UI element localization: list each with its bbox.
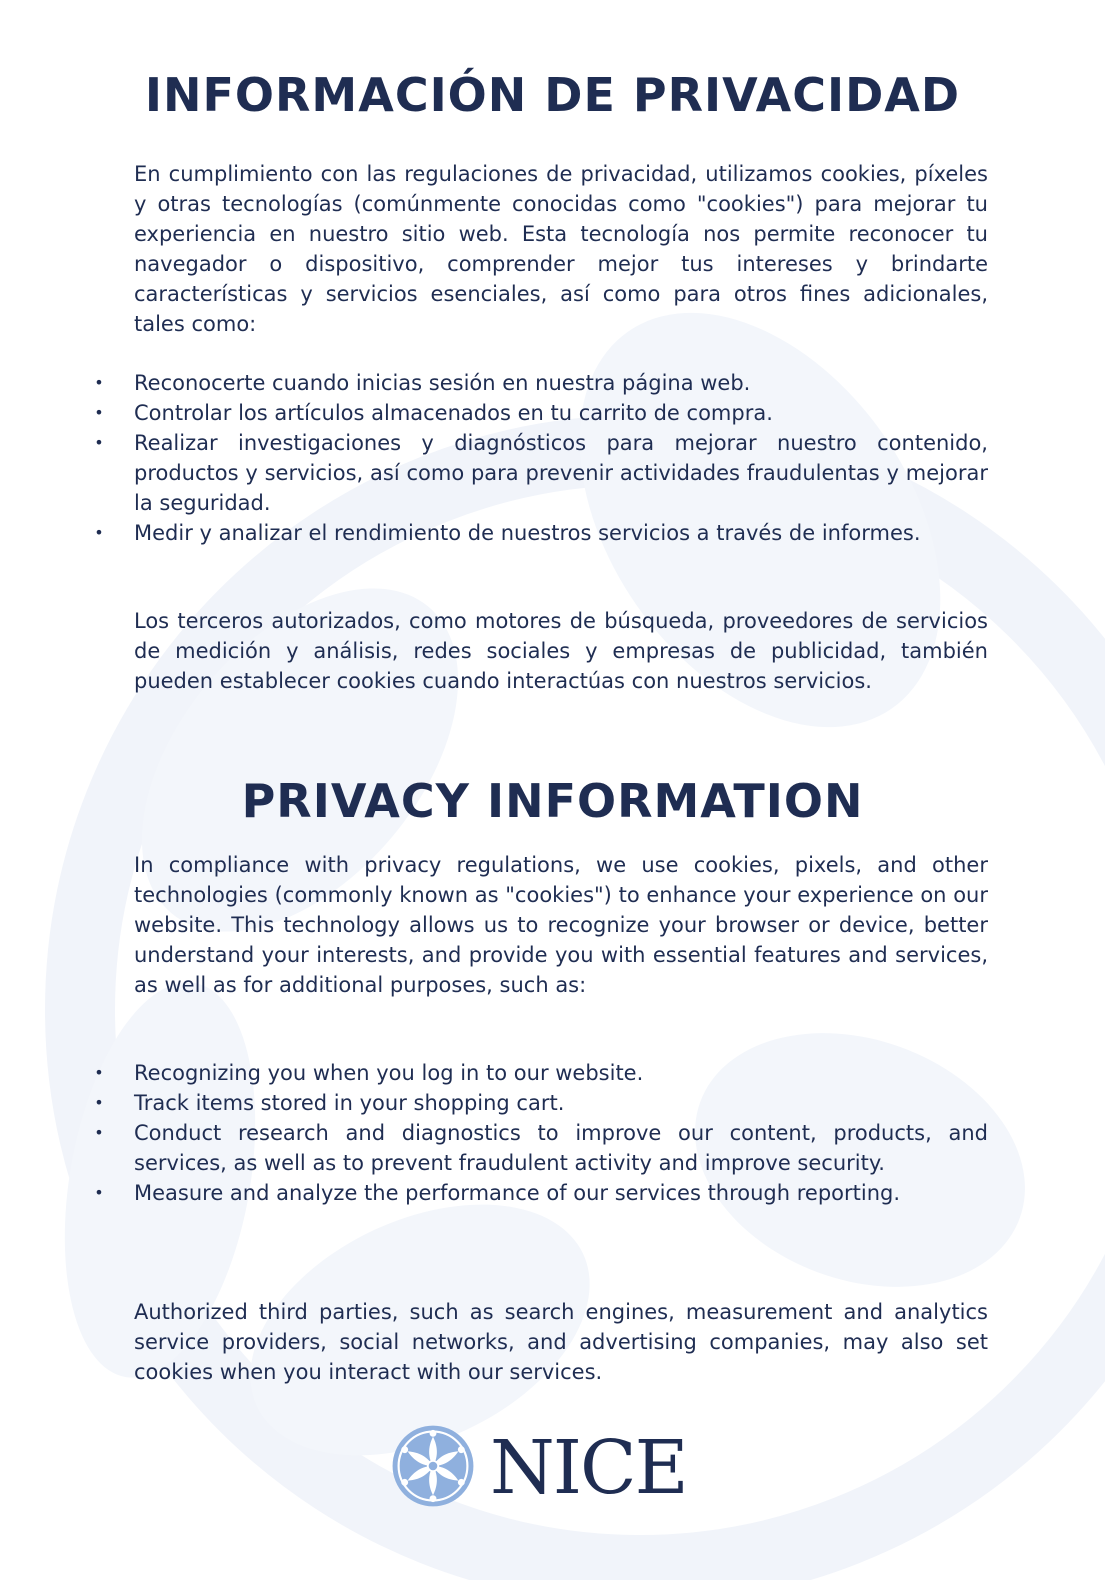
- english-intro-paragraph: In compliance with privacy regulations, we use cookies, pixels, and other technologies (commonly known as "cookies") to enhance your experience on our website. This technology allows us to recognize your browser or device, better understand your interests, and provide you with essential features and services, as well as for additional purposes, such as:: [134, 853, 988, 997]
- snowflake-flower-icon: [390, 1423, 476, 1509]
- english-closing-paragraph: Authorized third parties, such as search engines, measurement and analytics service providers, social networks, and advertising companies, may also set cookies when you interact with our services.: [134, 1300, 988, 1384]
- bullet-text: Realizar investigaciones y diagnósticos para mejorar nuestro contenido, productos y servicios, así como para prevenir actividades fraudulentas y mejorar la seguridad.: [134, 431, 988, 515]
- list-item: [94, 1118, 988, 1178]
- bullet-icon: •: [94, 373, 104, 392]
- bullet-text: Reconocerte cuando inicias sesión en nuestra página web.: [134, 371, 751, 395]
- bullet-icon: •: [94, 403, 104, 422]
- bullet-text: Medir y analizar el rendimiento de nuestros servicios a través de informes.: [134, 521, 921, 545]
- bullet-icon: •: [94, 1123, 104, 1142]
- english-title: PRIVACY INFORMATION: [241, 774, 864, 828]
- spanish-closing-paragraph: Los terceros autorizados, como motores de búsqueda, proveedores de servicios de medición y análisis, redes sociales y empresas de publicidad, también pueden establecer cookies cuando interactúas con nuestros servicios.: [134, 609, 988, 693]
- bullet-icon: •: [94, 1063, 104, 1082]
- bullet-text: Measure and analyze the performance of our services through reporting.: [134, 1181, 901, 1205]
- list-item: [94, 398, 988, 428]
- list-item: [94, 1058, 988, 1088]
- spanish-intro-paragraph: En cumplimiento con las regulaciones de privacidad, utilizamos cookies, píxeles y otras tecnologías (comúnmente conocidas como "cookies") para mejorar tu experiencia en nuestro sitio web. Esta tecnología nos permite reconocer tu navegador o dispositivo, comprender mejor tus intereses y brindarte características y servicios esenciales, así como para otros fines adicionales, tales como:: [134, 162, 988, 336]
- spanish-title: INFORMACIÓN DE PRIVACIDAD: [144, 68, 961, 122]
- list-item: [94, 368, 988, 398]
- list-item: [94, 428, 988, 518]
- bullet-icon: •: [94, 1093, 104, 1112]
- bullet-icon: •: [94, 523, 104, 542]
- bullet-text: Recognizing you when you log in to our website.: [134, 1061, 644, 1085]
- list-item: [94, 1178, 988, 1208]
- spanish-bullet-list: [94, 368, 988, 548]
- bullet-icon: •: [94, 1183, 104, 1202]
- english-bullet-list: [94, 1058, 988, 1208]
- list-item: [94, 1088, 988, 1118]
- bullet-icon: •: [94, 433, 104, 452]
- bullet-text: Controlar los artículos almacenados en tu carrito de compra.: [134, 401, 773, 425]
- brand-wordmark: NICE: [490, 1425, 687, 1511]
- list-item: [94, 518, 988, 548]
- bullet-text: Track items stored in your shopping cart.: [134, 1091, 565, 1115]
- bullet-text: Conduct research and diagnostics to improve our content, products, and services, as well as to prevent fraudulent activity and improve security.: [134, 1121, 988, 1175]
- nice-logo: [390, 1423, 720, 1513]
